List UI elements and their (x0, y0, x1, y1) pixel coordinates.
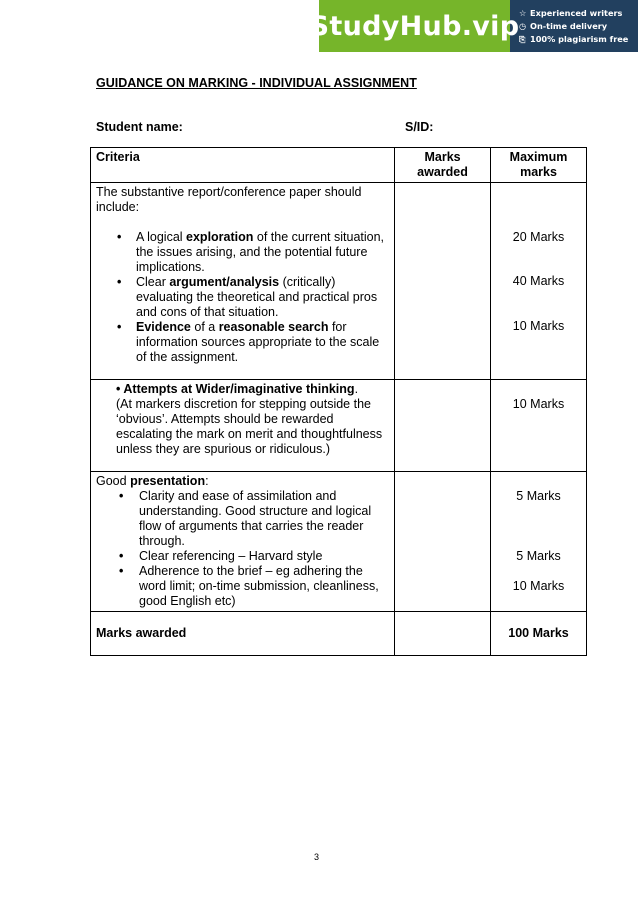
total-row (91, 612, 587, 656)
marks-awarded-header: Marks awarded (395, 148, 491, 183)
presentation-awarded-cell[interactable] (395, 472, 491, 612)
wider-awarded-cell[interactable] (395, 380, 491, 472)
feature-item: ⎘ 100% plagiarism free (519, 34, 629, 44)
logo-text: StudyHub.vip (309, 10, 520, 42)
wider-row (91, 380, 587, 472)
presentation-criteria-cell (91, 472, 395, 612)
feature-list (510, 0, 638, 52)
mark-value: 20 Marks (512, 230, 565, 244)
mark-value: 10 Marks (512, 319, 565, 333)
studyhub-logo[interactable] (309, 0, 520, 52)
list-item: • A logical exploration of the current situation, the issues arising, and the potential future implications. (117, 230, 385, 274)
document-title: GUIDANCE ON MARKING - INDIVIDUAL ASSIGNMENT (96, 76, 417, 90)
report-criteria-cell (91, 183, 395, 380)
wider-heading: • Attempts at Wider/imaginative thinking. (116, 382, 359, 396)
list-item: • Adherence to the brief – eg adhering the word limit; on-time submission, cleanliness, good English etc) (119, 564, 379, 608)
page-number: 3 (314, 852, 320, 862)
clock-icon: ◷ (519, 21, 527, 31)
list-item: • Clear argument/analysis (critically) evaluating the theoretical and practical pros and cons of that situation. (117, 275, 378, 319)
mark-value: 40 Marks (512, 274, 565, 288)
wider-criteria-cell (91, 380, 395, 472)
mark-value: 10 Marks (512, 579, 565, 593)
document-check-icon: ⎘ (519, 34, 526, 44)
maximum-marks-header: Maximum marks (491, 148, 587, 183)
presentation-row (91, 472, 587, 612)
report-row (91, 183, 587, 380)
wider-description: (At markers discretion for stepping outside the ‘obvious’. Attempts should be rewarded escalating the mark on merit and thoughtfulness unless they are spurious or ridiculous.) (116, 397, 383, 456)
student-name-label: Student name: (96, 120, 183, 134)
header-row (91, 148, 587, 183)
criteria-header: Criteria (91, 148, 395, 183)
list-item: • Clarity and ease of assimilation and understanding. Good structure and logical flow of arguments that carries the reader through. (119, 489, 372, 548)
list-item: • Clear referencing – Harvard style (119, 549, 323, 563)
presentation-heading: Good presentation: (96, 474, 209, 488)
report-max-cell (491, 183, 587, 380)
presentation-bullets (96, 489, 389, 609)
report-bullets (96, 230, 389, 365)
wider-max-cell (491, 380, 587, 472)
report-intro: The substantive report/conference paper should include: (96, 185, 362, 214)
feature-item: ☆ Experienced writers (519, 8, 623, 18)
mark-value: 5 Marks (516, 489, 561, 503)
marking-table (90, 147, 587, 656)
total-awarded-cell[interactable] (395, 612, 491, 656)
total-max-cell: 100 Marks (491, 612, 587, 656)
presentation-max-cell (491, 472, 587, 612)
feature-item: ◷ On-time delivery (519, 21, 608, 31)
star-icon: ☆ (519, 8, 527, 18)
mark-value: 5 Marks (516, 549, 561, 563)
sid-label: S/ID: (405, 120, 434, 134)
list-item: • Evidence of a reasonable search for information sources appropriate to the scale of the assignment. (117, 320, 380, 364)
report-awarded-cell[interactable] (395, 183, 491, 380)
promo-banner[interactable] (309, 0, 638, 52)
total-label-cell: Marks awarded (91, 612, 395, 656)
mark-value: 10 Marks (512, 397, 565, 411)
